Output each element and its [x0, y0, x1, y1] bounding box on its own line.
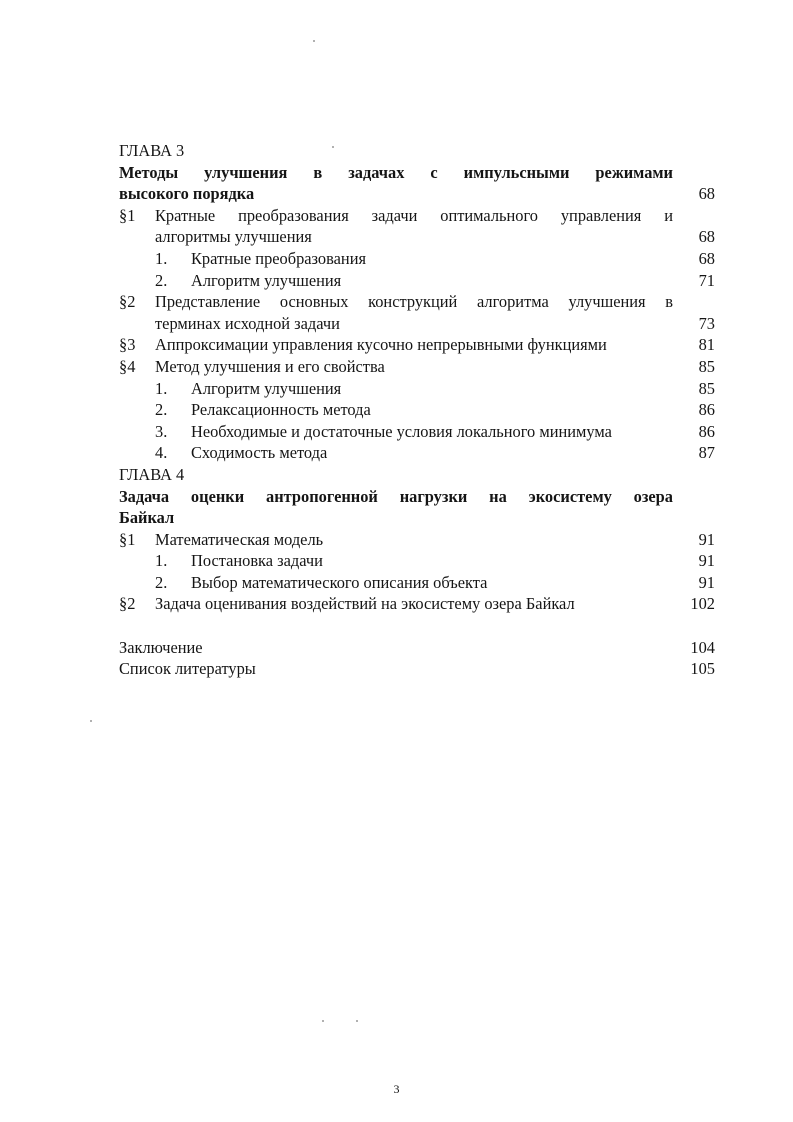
toc-entry: §1 Математическая модель 91	[119, 529, 715, 549]
toc-entry-cont: алгоритмы улучшения 68	[155, 227, 715, 247]
toc-entry: §2 Задача оценивания воздействий на экосистему озера Байкал 102	[119, 594, 715, 614]
page-ref: 91	[698, 551, 715, 571]
toc-subentry: 2. Выбор математического описания объекта 91	[155, 572, 715, 592]
page-ref: 85	[698, 378, 715, 398]
page-ref: 68	[698, 184, 715, 204]
page-ref: 85	[698, 356, 715, 376]
page-ref: 104	[690, 637, 715, 657]
page-ref: 102	[690, 594, 715, 614]
chapter-title: Задача оценки антропогенной нагрузки на экосистему озера	[119, 486, 673, 506]
toc-subentry: 2. Релаксационность метода 86	[155, 400, 715, 420]
page-ref: 91	[698, 529, 715, 549]
page-number: 3	[393, 1082, 400, 1096]
scan-speck	[90, 720, 92, 722]
scan-speck	[356, 1020, 358, 1022]
chapter-title: Методы улучшения в задачах с импульсными режимами	[119, 162, 673, 182]
scan-speck	[322, 1020, 324, 1022]
chapter-heading: ГЛАВА 4	[119, 464, 185, 484]
table-of-contents	[119, 140, 715, 680]
page-ref: 68	[698, 227, 715, 247]
toc-entry-references: Список литературы 105	[119, 659, 715, 679]
chapter-title-cont: высокого порядка 68	[119, 184, 715, 204]
toc-entry: §1 Кратные преобразования задачи оптимального управления и	[119, 205, 673, 225]
page-ref: 81	[698, 335, 715, 355]
scan-speck	[313, 40, 315, 42]
page-ref: 86	[698, 421, 715, 441]
spacer	[119, 615, 715, 637]
page-ref: 91	[698, 572, 715, 592]
toc-subentry: 4. Сходимость метода 87	[155, 443, 715, 463]
page-ref: 105	[690, 659, 715, 679]
toc-entry-conclusion: Заключение 104	[119, 637, 715, 657]
toc-subentry: 3. Необходимые и достаточные условия локального минимума 86	[155, 421, 715, 441]
toc-entry: §3 Аппроксимации управления кусочно непрерывными функциями 81	[119, 335, 715, 355]
page-ref: 68	[698, 248, 715, 268]
chapter-heading: ГЛАВА 3	[119, 141, 185, 160]
toc-subentry: 2. Алгоритм улучшения 71	[155, 270, 715, 290]
toc-subentry: 1. Постановка задачи 91	[155, 551, 715, 571]
chapter-title-cont: Байкал	[119, 508, 175, 528]
page-ref: 71	[698, 270, 715, 290]
page-ref: 87	[698, 443, 715, 463]
page-ref: 73	[698, 313, 715, 333]
page-ref: 86	[698, 400, 715, 420]
toc-subentry: 1. Алгоритм улучшения 85	[155, 378, 715, 398]
toc-entry: §2 Представление основных конструкций алгоритма улучшения в	[119, 292, 673, 312]
toc-entry-cont: терминах исходной задачи 73	[155, 313, 715, 333]
toc-subentry: 1. Кратные преобразования 68	[155, 248, 715, 268]
toc-entry: §4 Метод улучшения и его свойства 85	[119, 356, 715, 376]
